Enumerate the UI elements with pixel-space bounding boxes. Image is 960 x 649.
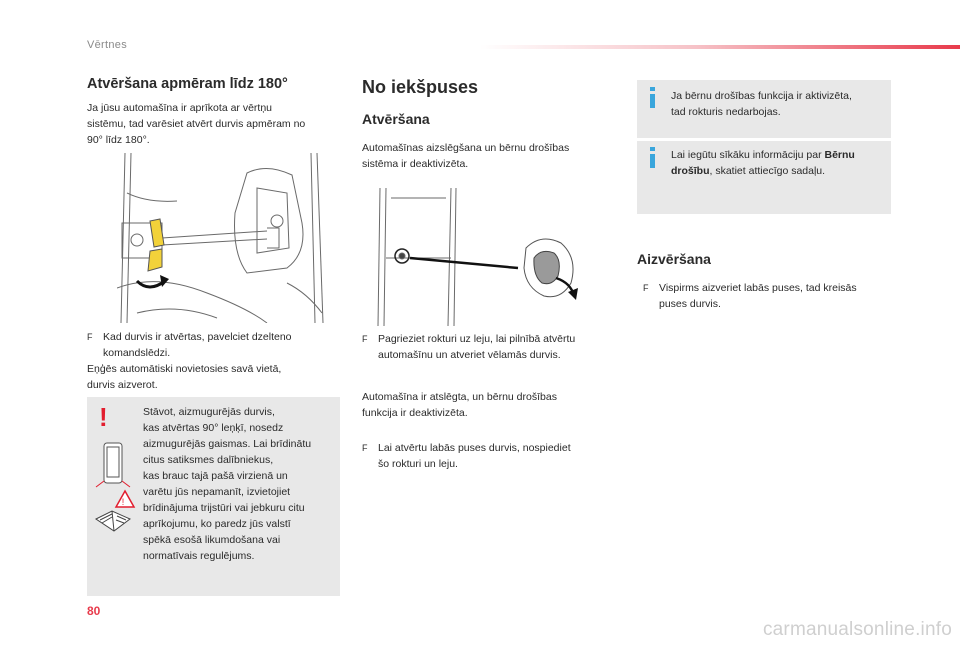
text-line: brīdinājuma trijstūri vai jebkuru citu: [143, 502, 305, 514]
text-line: Eņģēs automātiski novietosies savā vietā,: [87, 363, 282, 375]
text-line: Ja bērnu drošības funkcija ir aktivizēta,: [671, 90, 852, 102]
text-line: kas brauc tajā pašā virzienā un: [143, 470, 288, 482]
warning-text: [143, 404, 339, 564]
text-line: aizmugurējās gaismas. Lai brīdinātu: [143, 438, 312, 450]
unlocked-note: [362, 389, 557, 421]
heading-closing: Aizvēršana: [637, 251, 711, 267]
hinge-illustration: [117, 153, 332, 323]
info-separator: [637, 138, 891, 141]
text-line: automašīnu un atveriet vēlamās durvis.: [378, 349, 561, 361]
info-icon: [650, 154, 655, 168]
text-line: funkcija ir deaktivizēta.: [362, 407, 468, 419]
header-accent-bar: [480, 45, 960, 49]
info-child-safety-ref: Lai iegūtu sīkāku informāciju par Bērnu drošību, skatiet attiecīgo sadaļu.: [671, 149, 855, 177]
text-line: puses durvis.: [659, 298, 721, 310]
checkbox-icon: F: [87, 332, 93, 342]
text-line: tad rokturis nedarbojas.: [671, 106, 781, 118]
heading-opening: Atvēršana: [362, 111, 430, 127]
text-line: kas atvērtas 90° leņķī, nosedz: [143, 422, 284, 434]
text-line: šo rokturi un leju.: [378, 458, 458, 470]
section-label: Vērtnes: [87, 39, 128, 51]
text-line: durvis aizverot.: [87, 379, 158, 391]
text-line: Ja jūsu automašīna ir aprīkota ar vērtņu: [87, 102, 273, 114]
heading-open-180: Atvēršana apmēram līdz 180°: [87, 76, 288, 92]
text-line: 90° līdz 180°.: [87, 134, 150, 146]
bullet-turn-handle: [362, 331, 622, 363]
warning-illustration: [92, 441, 137, 537]
text-line: komandslēdzi.: [103, 347, 171, 359]
text-line: Automašīna ir atslēgta, un bērnu drošības: [362, 391, 557, 403]
bullet-pull-lever: [87, 329, 337, 361]
checkbox-icon: F: [643, 283, 649, 293]
text-line: spēkā esošā likumdošana vai: [143, 534, 281, 546]
text-line: citus satiksmes dalībniekus,: [143, 454, 274, 466]
opening-intro: [362, 140, 569, 172]
hinge-note: [87, 361, 281, 393]
info-icon: [650, 94, 655, 108]
warning-icon: !: [99, 402, 108, 432]
text-line: Pagrieziet rokturi uz leju, lai pilnībā atvērtu: [378, 333, 576, 345]
text-line: Kad durvis ir atvērtas, pavelciet dzelteno: [103, 331, 292, 343]
page-number: 80: [87, 604, 101, 618]
text-line: Automašīnas aizslēgšana un bērnu drošības: [362, 142, 570, 154]
text-line: normatīvais regulējums.: [143, 550, 255, 562]
watermark: carmanualsonline.info: [762, 619, 952, 640]
text-line: Lai atvērtu labās puses durvis, nospiediet: [378, 442, 571, 454]
text-line: Vispirms aizveriet labās puses, tad kreisās: [659, 282, 857, 294]
text-line: aprīkojumu, ko paredz jūs valstī: [143, 518, 291, 530]
info-child-lock-note: [671, 88, 885, 120]
yellow-hinge-lever: [148, 219, 164, 271]
text-line: Stāvot, aizmugurējās durvis,: [143, 406, 275, 418]
text-line: sistēmu, tad varēsiet atvērt durvis apmēram no: [87, 118, 306, 130]
page-title: No iekšpuses: [362, 77, 479, 97]
checkbox-icon: F: [362, 334, 368, 344]
text-line: sistēma ir deaktivizēta.: [362, 158, 469, 170]
inner-handle-illustration: [366, 188, 592, 326]
svg-text:!: !: [121, 497, 125, 507]
bullet-close-doors: [643, 280, 893, 312]
bullet-right-door: [362, 440, 622, 472]
intro-paragraph: [87, 100, 305, 148]
text-line: varētu jūs nepamanīt, izvietojiet: [143, 486, 291, 498]
checkbox-icon: F: [362, 443, 368, 453]
